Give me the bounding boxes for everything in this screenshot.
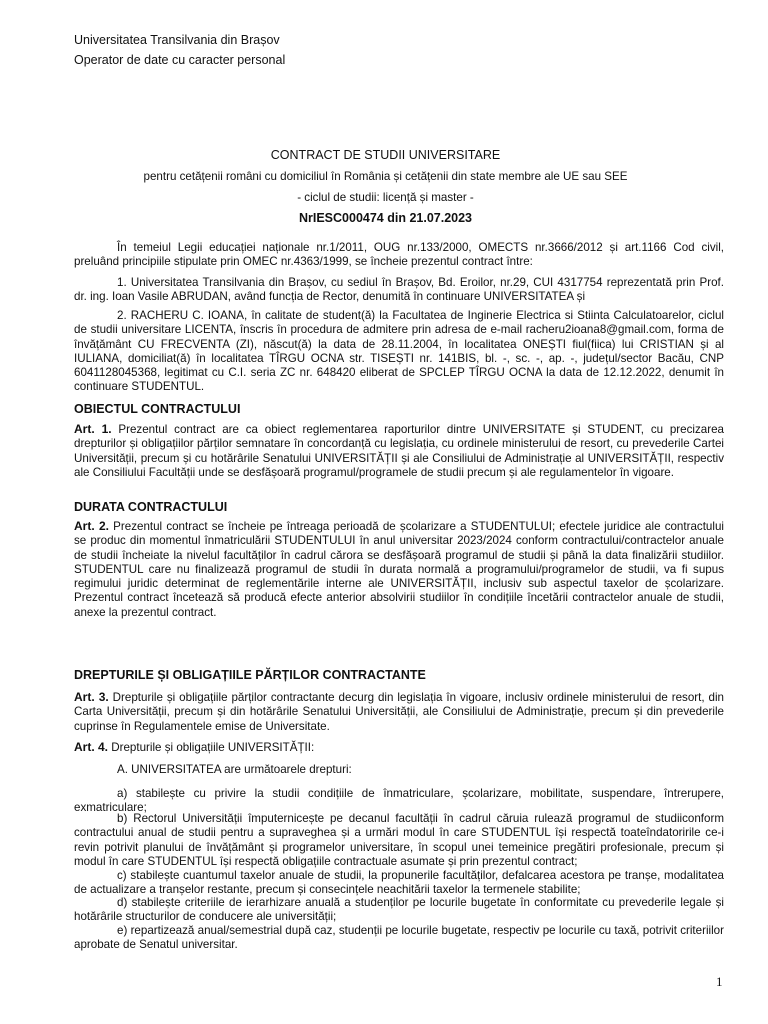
heading-obiect: OBIECTUL CONTRACTULUI xyxy=(74,402,241,416)
header-university: Universitatea Transilvania din Brașov xyxy=(74,33,280,47)
contract-cycle: - ciclul de studii: licență și master - xyxy=(297,191,474,204)
party-student: 2. RACHERU C. IOANA, în calitate de student(ă) la Facultatea de Inginerie Electrica si Stiinta Calculatoarelor, ciclul de studii universitare LICENTA, înscris în procedura de admitere prin adresa de e-mail racheru2ioana8@gmail.com, forma de învățământ CU FRECVENTA (ZI), născut(ă) la data de 28.11.2004, în localitatea ONEȘTI fiul(fiica) lui CRISTIAN și al IULIANA, domiciliat(ă) în localitatea TÎRGU OCNA str. TISEȘTI nr. 141BIS, bl. -, sc. -, ap. -, județul/sector Bacău, CNP 6041128045368, legitimat cu C.I. seria ZC nr. 648420 eliberat de SPCLEP TÎRGU OCNA la data de 12.12.2022, denumit în continuare STUDENTUL. xyxy=(74,309,724,394)
article-2: Art. 2. Prezentul contract se încheie pe întreaga perioadă de școlarizare a STUDENTULUI; efectele juridice ale contractului se produc din momentul înmatriculării STUDENTULUI în anul universitar 2023/2024 conform contractului/contractelor anuale de studii încheiate la nivelul facultăților în cadrul cărora se desfășoară programul de studii și până la data finalizării studiilor. STUDENTUL care nu finalizează programul de studii în durata normală a programului/programelor de studii, va fi supus regimului juridic determinat de reglementările interne ale UNIVERSITĂȚII, inclusiv sub aspectul taxelor de școlarizare. Prezentul contract încetează să producă efecte anterior absolvirii studiilor în condițiile încetării contractelor anuale de studii, anexe la prezentul contract. xyxy=(74,519,724,619)
right-item-b: b) Rectorul Universității împuternicește pe decanul facultății în cadrul căruia rulează programul de studiiconform contractului anual de studii pentru a supraveghea și a urmări modul în care STUDENTUL își respectă toateîndatoririle ce-i revin potrivit planului de învățământ și programelor universitare, în scopul unei temeinice pregătiri profesionale, precum și modul în care STUDENTUL își respectă obligațiile contractuale asumate și prin prezentul contract; xyxy=(74,812,724,868)
heading-drepturi: DREPTURILE ȘI OBLIGAȚIILE PĂRȚILOR CONTRACTANTE xyxy=(74,668,426,682)
contract-subtitle: pentru cetățenii români cu domiciliul în România și cetățenii din state membre ale UE sau SEE xyxy=(143,170,628,183)
right-item-c: c) stabilește cuantumul taxelor anuale de studii, la propunerile facultăților, defalcarea acestora pe tranșe, modalitatea de actualizare a tranșelor restante, precum și consecințele neachitării taxelor la termenele stabilite; xyxy=(74,869,724,897)
page-number: 1 xyxy=(716,974,723,989)
article-1: Art. 1. Prezentul contract are ca obiect reglementarea raporturilor dintre UNIVERSITATE și STUDENT, cu precizarea drepturilor și obligațiilor părților semnatare în concordanță cu legislația, cu ordinele ministerului de resort, cu prevederile Cartei Universității, precum și cu hotărârile Senatului UNIVERSITĂȚII și ale Consiliului de Administrație al UNIVERSITĂȚII, respectiv ale Consiliului Facultății unde se desfășoară programul/programele de studii precum și ale regulamentelor în vigoare. xyxy=(74,422,724,479)
right-item-d: d) stabilește criteriile de ierarhizare anuală a studenților pe locurile bugetate în conformitate cu prevederile legale și hotărârile structurilor de conducere ale universității; xyxy=(74,896,724,924)
rights-intro: A. UNIVERSITATEA are următoarele drepturi: xyxy=(117,763,352,776)
article-3: Art. 3. Drepturile și obligațiile părților contractante decurg din legislația în vigoare, inclusiv ordinele ministerului de resort, din Carta Universității, precum și din hotărârile Senatului Universității, ale Consiliului de Administrație, precum și din prevederile cuprinse în Regulamentele emise de Universitate. xyxy=(74,690,724,733)
contract-number: NrIESC000474 din 21.07.2023 xyxy=(298,211,473,225)
right-item-a: a) stabilește cu privire la studii condițiile de înmatriculare, școlarizare, mobilitate, suspendare, întrerupere, exmatriculare; xyxy=(74,787,724,815)
party-university: 1. Universitatea Transilvania din Brașov, cu sediul în Brașov, Bd. Eroilor, nr.29, CUI 4317754 reprezentată prin Prof. dr. ing. Ioan Vasile ABRUDAN, având funcția de Rector, denumită în continuare UNIVERSITATEA și xyxy=(74,276,724,304)
heading-durata: DURATA CONTRACTULUI xyxy=(74,500,228,514)
right-item-e: e) repartizează anual/semestrial după caz, studenții pe locurile bugetate, respectiv pe locurile cu taxă, potrivit criteriilor aprobate de Senatul universitar. xyxy=(74,924,724,952)
contract-title: CONTRACT DE STUDII UNIVERSITARE xyxy=(270,148,501,162)
intro-paragraph: În temeiul Legii educației naționale nr.1/2011, OUG nr.133/2000, OMECTS nr.3666/2012 și art.1166 Cod civil, preluând principiile stipulate prin OMEC nr.4363/1999, se încheie prezentul contract între: xyxy=(74,241,724,269)
article-4: Art. 4. Drepturile și obligațiile UNIVERSITĂȚII: xyxy=(74,740,315,754)
header-operator: Operator de date cu caracter personal xyxy=(74,53,286,67)
